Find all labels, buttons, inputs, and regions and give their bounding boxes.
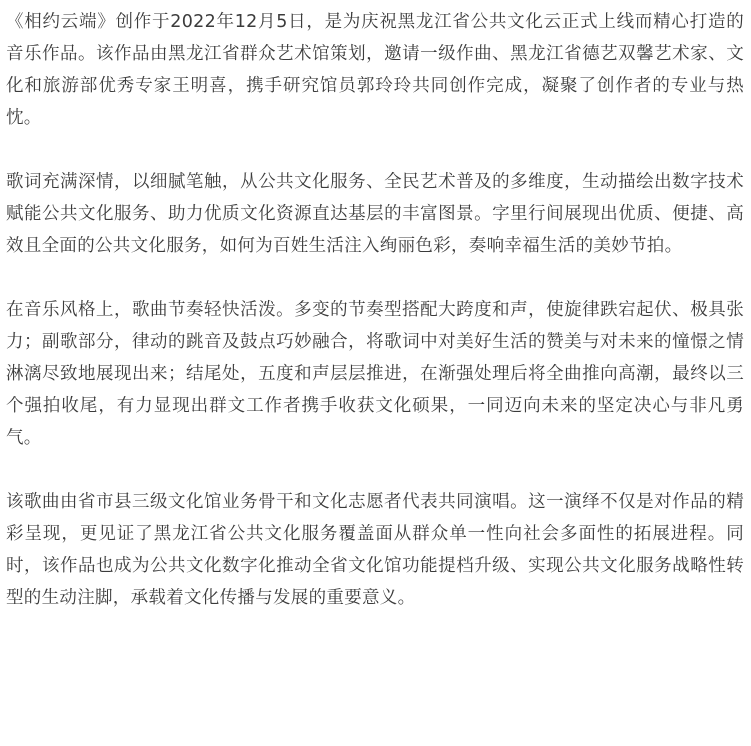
paragraph-music-style: 在音乐风格上，歌曲节奏轻快活泼。多变的节奏型搭配大跨度和声，使旋律跌宕起伏、极具张力；副歌部分，律动的跳音及鼓点巧妙融合，将歌词中对美好生活的赞美与对未来的憧憬之情淋漓尽致地展现出来；结尾处，五度和声层层推进，在渐强处理后将全曲推向高潮，最终以三个强拍收尾，有力显现出群文工作者携手收获文化硕果，一同迈向未来的坚定决心与非凡勇气。 xyxy=(6,300,744,448)
paragraph-creation-background: 《相约云端》创作于2022年12月5日，是为庆祝黑龙江省公共文化云正式上线而精心打造的音乐作品。该作品由黑龙江省群众艺术馆策划，邀请一级作曲、黑龙江省德艺双馨艺术家、文化和旅游部优秀专家王明喜，携手研究馆员郭玲玲共同创作完成，凝聚了创作者的专业与热忱。 xyxy=(6,12,744,128)
paragraph-lyrics: 歌词充满深情，以细腻笔触，从公共文化服务、全民艺术普及的多维度，生动描绘出数字技术赋能公共文化服务、助力优质文化资源直达基层的丰富图景。字里行间展现出优质、便捷、高效且全面的公共文化服务，如何为百姓生活注入绚丽色彩，奏响幸福生活的美妙节拍。 xyxy=(6,172,744,256)
paragraph-performance: 该歌曲由省市县三级文化馆业务骨干和文化志愿者代表共同演唱。这一演绎不仅是对作品的精彩呈现，更见证了黑龙江省公共文化服务覆盖面从群众单一性向社会多面性的拓展进程。同时，该作品也成为公共文化数字化推动全省文化馆功能提档升级、实现公共文化服务战略性转型的生动注脚，承载着文化传播与发展的重要意义。 xyxy=(6,492,744,608)
